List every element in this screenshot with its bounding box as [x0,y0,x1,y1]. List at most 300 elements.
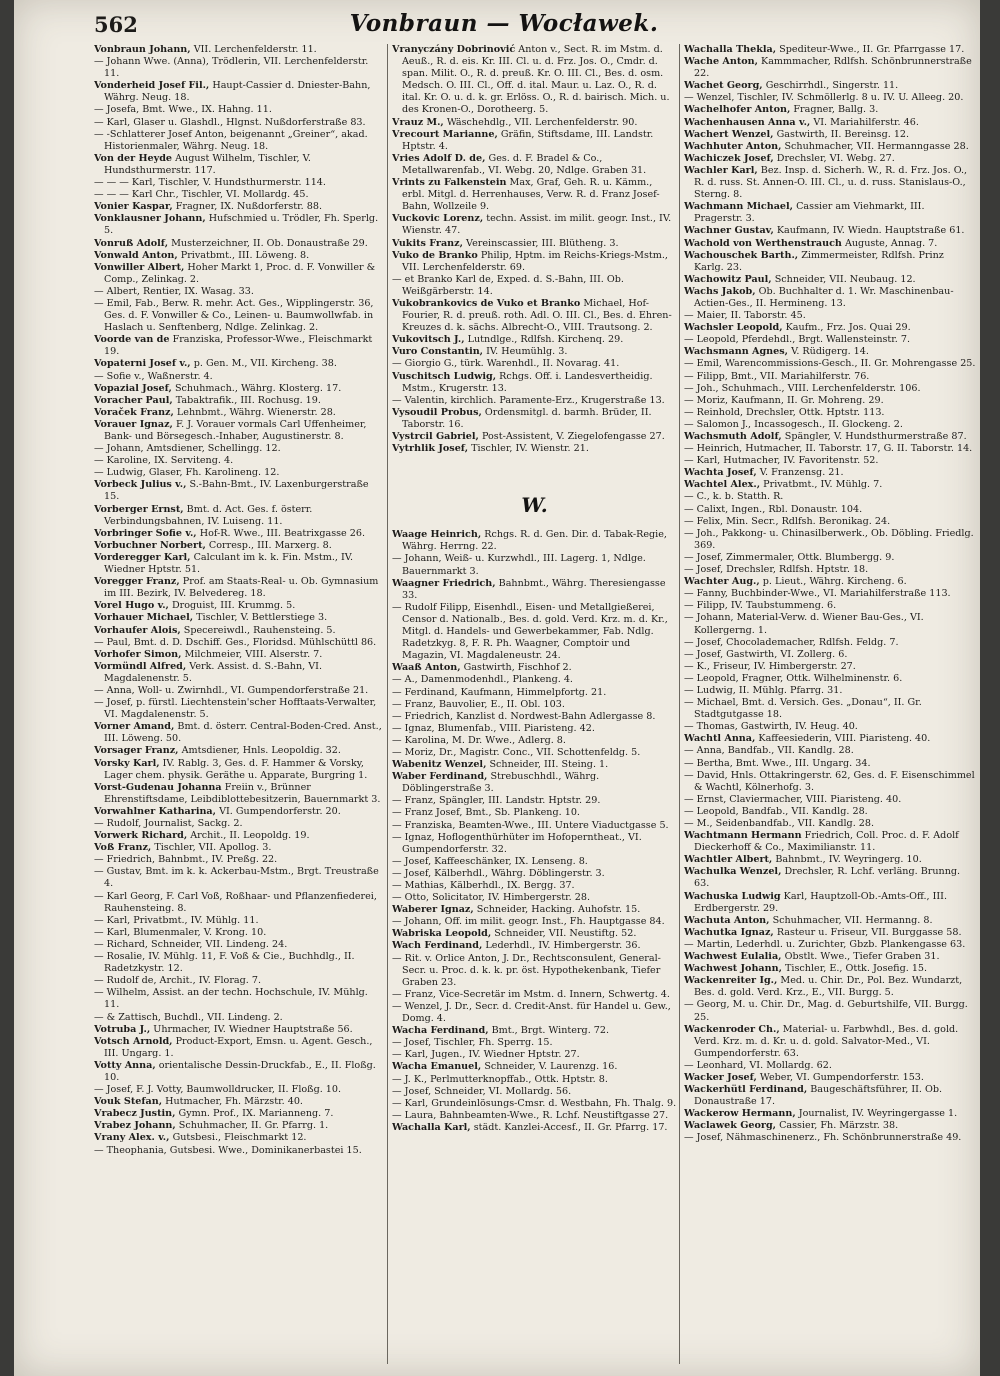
directory-entry [94,1060,384,1084]
entry-text: — Josef, F. J. Votty, Baumwolldrucker, II. Floßg. 10. [94,1084,342,1096]
entry-text: p. Gen. M., VII. Kircheng. 38. [193,358,337,370]
entry-text: Rchgs. Off. i. Landesvertheidig. Mstm., Krugerstr. 13. [402,370,653,394]
entry-headword: Vopazial Josef, [94,382,172,394]
directory-entry [392,250,677,274]
directory-entry [94,334,384,358]
entry-text: p. Lieut., Währg. Kircheng. 6. [762,576,907,588]
entry-text: — Wenzel, J. Dr., Secr. d. Credit-Anst. für Handel u. Gew., Domg. 4. [392,1000,671,1025]
directory-entry [684,927,976,939]
column-1 [94,44,384,1364]
entry-text: Corresp., III. Marxerg. 8. [208,539,332,551]
entry-headword: Wachsmann Agnes, [684,346,789,358]
entry-text: — Joh., Pakkong- u. Chinasilberwerk., Ob. Döbling. Friedlg. 369. [684,527,974,551]
directory-entry [94,927,384,939]
entry-text: — Michael, Bmt. d. Versich. Ges. „Donau“, II. Gr. Stadtgutgasse 18. [684,697,922,721]
entry-text: — Filipp, Bmt., VII. Mariahilferstr. 76. [684,370,870,382]
directory-entry [684,358,976,370]
entry-headword: Wackenroder Ch., [684,1023,780,1035]
entry-text: Schneider, III. Steing. 1. [489,759,609,771]
entry-text: Spediteur-Wwe., II. Gr. Pfarrgasse 17. [779,44,965,55]
column-2 [392,44,677,1364]
directory-entry [684,419,976,431]
directory-entry [392,431,677,443]
entry-text: Obstlt. Wwe., Tiefer Graben 31. [784,951,940,963]
directory-entry [684,649,976,661]
directory-entry [94,721,384,745]
entry-text: — Leopold, Bandfab., VII. Kandlg. 28. [684,805,868,817]
directory-entry [684,697,976,721]
directory-entry [684,1132,976,1144]
entry-text: — Felix, Min. Secr., Rdlfsh. Beronikag. 24. [684,515,891,527]
directory-entry [684,721,976,733]
directory-entry [94,951,384,975]
directory-entry [392,117,677,129]
directory-entry [94,600,384,612]
entry-text: Franziska, Professor-Wwe., Fleischmarkt 19. [104,334,373,358]
directory-entry [94,1036,384,1060]
entry-text: — Franz, Spängler, III. Landstr. Hptstr. 29. [392,795,601,807]
entry-text: Michael, Hof-Fourier, R. d. preuß. roth. Adl. O. III. Cl., Bes. d. Ehren-Kreuzes d. k. sächs. Albrecht-O., VIII. Trautsong. 2. [402,297,672,334]
entry-headword: Voraček Franz, [94,406,174,418]
entry-text: Gutsbesi., Fleischmarkt 12. [172,1132,307,1144]
entry-headword: Vrints zu Falkenstein [392,177,507,189]
directory-entry [94,891,384,915]
entry-headword: Wachouschek Barth., [684,249,799,261]
entry-text: orientalische Dessin-Druckfab., E., II. Floßg. 10. [104,1059,376,1083]
entry-headword: Wachwest Eulalia, [684,951,782,963]
directory-entry [392,443,677,455]
entry-headword: Vorberger Ernst, [94,503,184,515]
directory-entry [684,44,976,56]
directory-entry [684,92,976,104]
directory-entry [684,1120,976,1132]
entry-text: Bmt. d. österr. Central-Boden-Cred. Anst., III. Löweng. 50. [104,721,382,745]
directory-entry [94,649,384,661]
entry-headword: Vorbringer Sofie v., [94,527,197,539]
entry-text: V. Franzensg. 21. [759,467,844,479]
entry-headword: Wachs Jakob, [684,285,756,297]
entry-text: Ob. Buchhalter d. 1. Wr. Maschinenbau-Actien-Ges., II. Hermineng. 13. [694,285,954,309]
directory-entry [94,612,384,624]
entry-headword: Vysoudil Probus, [392,406,482,418]
entry-text: — Ernst, Claviermacher, VIII. Piaristeng. 40. [684,793,902,805]
entry-text: — K., Friseur, IV. Himbergerstr. 27. [684,660,856,672]
directory-entry [392,1098,677,1110]
directory-entry [392,699,677,711]
directory-entry [684,117,976,129]
directory-entry [392,578,677,602]
entry-text: Milchmeier, VIII. Alserstr. 7. [184,648,323,660]
entry-text: — Valentin, kirchlich. Paramente-Erz., Krugerstraße 13. [392,394,665,406]
entry-text: Bmt., Brgt. Winterg. 72. [491,1025,610,1037]
entry-text: — Josef, p. fürstl. Liechtenstein'scher Hofftaats-Verwalter, VI. Magdalenenstr. 5. [94,697,377,721]
entry-text: — Ferdinand, Kaufmann, Himmelpfortg. 21. [392,686,607,698]
directory-entry [392,807,677,819]
directory-entry [392,529,677,553]
entry-text: Geschirrhdl., Singerstr. 11. [765,80,899,92]
directory-entry [94,782,384,806]
entry-text: — Maier, II. Taborstr. 45. [684,310,806,322]
entry-text: — Mathias, Kälberhdl., IX. Bergg. 37. [392,880,575,891]
entry-text: Weber, VI. Gumpendorferstr. 153. [759,1071,924,1083]
directory-entry [684,999,976,1023]
directory-entry [684,854,976,866]
entry-text: — Laura, Bahnbeamten-Wwe., R. Lchf. Neustiftgasse 27. [392,1109,669,1121]
directory-entry [94,419,384,443]
directory-entry [684,588,976,600]
entry-headword: Vries Adolf D. de, [392,152,486,164]
directory-entry [392,213,677,237]
page-header [14,10,980,44]
entry-text: — C., k. b. Statth. R. [684,491,784,503]
entry-headword: Von der Heyde [94,152,173,164]
directory-entry [684,758,976,770]
entry-text: Hufschmied u. Trödler, Fh. Sperlg. 5. [104,213,379,237]
entry-text: — et Branko Karl de, Exped. d. S.-Bahn, III. Ob. Weißgärberstr. 14. [392,273,624,297]
directory-entry [94,358,384,370]
entry-text: Material- u. Farbwhdl., Bes. d. gold. Verd. Krz. m. d. Kr. u. d. gold. Salvator-Med., VI. Gumpendorferstr. 63. [694,1023,959,1059]
entry-text: Schneider, VII. Neubaug. 12. [774,273,916,285]
entry-text: Drechsler, VI. Webg. 27. [776,152,895,164]
entry-text: — Josef, Kaffeeschänker, IX. Lenseng. 8. [392,855,588,867]
directory-entry [392,553,677,577]
directory-entry [392,371,677,395]
column-3 [684,44,976,1364]
directory-entry [684,612,976,636]
entry-text: Rasteur u. Friseur, VII. Burggasse 58. [776,926,962,938]
entry-text: — Karl, Jugen., IV. Wiedner Hptstr. 27. [392,1049,580,1061]
directory-entry [94,637,384,649]
directory-entry [392,395,677,407]
entry-text: Friedrich, Coll. Proc. d. F. Adolf Dieckerhoff & Co., Maximilianstr. 11. [694,830,959,854]
directory-entry [392,1001,677,1025]
entry-headword: Vonklausner Johann, [94,213,206,225]
entry-headword: Vrabecz Justin, [94,1108,176,1120]
directory-entry [392,129,677,153]
entry-text: — & Zattisch, Buchdl., VII. Lindeng. 2. [94,1011,283,1023]
directory-entry [684,80,976,92]
entry-text: — Paul, Bmt. d. D. Dschiff. Ges., Floridsd. Mühlschüttl 86. [94,636,377,648]
entry-text: — Ludwig, Glaser, Fh. Karolineng. 12. [94,467,280,479]
entry-text: — Emil, Fab., Berw. R. mehr. Act. Ges., Wipplingerstr. 36, Ges. d. F. Vonwiller & Co., Leinen- u. Baumwollwfab. in Haslach u. Senftenberg, Ndlge. Zelinkag. 2. [94,297,374,334]
entry-text: Haupt-Cassier d. Dniester-Bahn, Währg. Neug. 18. [104,80,371,104]
entry-text: — Sofie v., Waßnerstr. 4. [94,370,213,382]
directory-entry [392,1049,677,1061]
directory-entry [684,310,976,322]
directory-entry [684,830,976,854]
directory-entry [684,661,976,673]
entry-text: Bez. Insp. d. Sicherh. W., R. d. Frz. Jos. O., R. d. russ. St. Annen-O. III. Cl., u. d. russ. Stanislaus-O., Sterng. 8. [694,164,968,201]
entry-headword: Wachulka Wenzel, [684,866,782,878]
entry-headword: Vonwiller Albert, [94,261,185,273]
directory-entry [684,479,976,491]
entry-text: Calculant im k. k. Fin. Mstm., IV. Wiedner Hptstr. 51. [104,551,354,576]
entry-headword: Wachner Gustav, [684,225,774,237]
entry-headword: Vukovitsch J., [392,334,465,346]
entry-text: — Fanny, Buchbinder-Wwe., VI. Mariahilferstraße 113. [684,588,951,600]
entry-text: — Friedrich, Bahnbmt., IV. Preßg. 22. [94,854,278,866]
entry-text: Gräfin, Stiftsdame, III. Landstr. Hptstr. 4. [402,128,654,152]
entry-text: Lutndlge., Rdlfsh. Kirchenq. 29. [467,334,624,346]
directory-entry [392,904,677,916]
entry-text: VI. Mariahilferstr. 46. [813,116,919,128]
directory-entry [94,576,384,600]
entry-text: — Josef, Tischler, Fh. Sperrg. 15. [392,1037,553,1049]
directory-entry [392,771,677,795]
entry-text: — Johann, Weiß- u. Kurzwhdl., III. Lagerg. 1, Ndlge. Bauernmarkt 3. [392,553,646,577]
entry-headword: Wachold von Werthenstrauch [684,237,842,249]
entry-text: Kammmacher, Rdlfsh. Schönbrunnerstraße 22. [694,56,972,80]
entry-text: techn. Assist. im milit. geogr. Inst., IV. Wienstr. 47. [402,213,672,237]
entry-text: — Friedrich, Kanzlist d. Nordwest-Bahn Adlergasse 8. [392,710,656,722]
directory-entry [94,298,384,334]
entry-text: — -Schlatterer Josef Anton, beigenannt „Greiner“, akad. Historienmaler, Währg. Neug. 18. [94,128,368,152]
directory-entry [392,747,677,759]
entry-headword: Vorhaufer Alois, [94,624,181,636]
entry-text: — Calixt, Ingen., Rbl. Donaustr. 104. [684,503,863,515]
directory-entry [94,745,384,757]
directory-entry [94,262,384,286]
directory-entry [392,989,677,1001]
directory-entry [94,915,384,927]
entry-text: — David, Hnls. Ottakringerstr. 62, Ges. d. F. Eisenschimmel & Wachtl, Kölnerhofg. 3. [684,769,975,793]
entry-text: Musterzeichner, II. Ob. Donaustraße 29. [171,237,368,249]
directory-entry [94,395,384,407]
directory-entry [94,213,384,237]
entry-text: — Moriz, Dr., Magistr. Conc., VII. Schottenfeldg. 5. [392,746,641,758]
directory-page [14,0,980,1376]
entry-text: — Karl, Grundeinlösungs-Cmsr. d. Westbahn, Fh. Thalg. 9. [392,1097,677,1109]
entry-text: — Martin, Lederhdl. u. Zurichter, Gbzb. Plankengasse 63. [684,938,966,950]
entry-text: Med. u. Chir. Dr., Pol. Bez. Wundarzt, Bes. d. gold. Verd. Krz., E., VII. Burgg. 5. [694,975,963,999]
directory-entry [684,371,976,383]
entry-text: Drechsler, R. Lchf. verläng. Brunng. 63. [694,866,961,890]
entry-text: Rchgs. R. d. Gen. Dir. d. Tabak-Regie, Währg. Herrng. 22. [402,529,667,553]
entry-text: — Johann Wwe. (Anna), Trödlerin, VII. Lerchenfelderstr. 11. [94,56,369,80]
directory-entry [94,250,384,262]
entry-text: Cassier am Viehmarkt, III. Pragerstr. 3. [694,201,925,225]
entry-text: — Ignaz, Blumenfab., VIII. Piaristeng. 42. [392,722,595,734]
directory-entry [392,723,677,735]
directory-entry [94,1108,384,1120]
directory-entry [94,177,384,189]
entry-headword: Wacha Emanuel, [392,1061,482,1073]
directory-entry [392,868,677,880]
directory-entry [94,44,384,56]
entry-text: Schuhmacher, VII. Hermanng. 8. [772,914,933,926]
directory-entry [684,165,976,201]
entry-text: — Reinhold, Drechsler, Ottk. Hptstr. 113. [684,406,885,418]
entry-text: — J. K., Perlmutterknopffab., Ottk. Hptstr. 8. [392,1073,608,1085]
directory-entry [392,953,677,989]
directory-entry [684,975,976,999]
entry-text: Lederhdl., IV. Himbergerstr. 36. [485,940,641,952]
entry-text: — Giorgio G., türk. Warenhdl., II. Novarag. 41. [392,358,620,370]
entry-text: — Josef, Zimmermaler, Ottk. Blumbergg. 9. [684,551,895,563]
entry-text: — Josefa, Bmt. Wwe., IX. Hahng. 11. [94,104,272,116]
entry-text: — Johann, Amtsdiener, Schellingg. 12. [94,443,281,455]
entry-text: — Anna, Woll- u. Zwirnhdl., VI. Gumpendorferstraße 21. [94,684,369,696]
entry-text: Baugeschäftsführer, II. Ob. Donaustraße 17. [694,1084,943,1108]
directory-entry [684,467,976,479]
entry-text: Bmt. d. Act. Ges. f. österr. Verbindungsbahnen, IV. Luiseng. 11. [104,503,313,527]
directory-entry [392,1122,677,1134]
entry-text: Tischler, IV. Wienstr. 21. [471,443,589,455]
directory-entry [94,201,384,213]
directory-entry [684,395,976,407]
entry-text: — Wilhelm, Assist. an der techn. Hochschule, IV. Mühlg. 11. [94,987,368,1011]
entry-headword: Vonderheid Josef Fil., [94,80,210,92]
directory-entry [684,637,976,649]
entry-text: — Filipp, IV. Taubstummeng. 6. [684,600,837,612]
directory-entry [94,1096,384,1108]
entry-text: Privatbmt., IV. Mühlg. 7. [763,479,883,491]
directory-entry [684,915,976,927]
directory-entry [392,153,677,177]
directory-entry [94,866,384,890]
directory-entry [392,940,677,952]
entry-headword: Wackerhütl Ferdinand, [684,1084,808,1096]
entry-headword: Vorbeck Julius v., [94,479,187,491]
page-number: 562 [94,12,138,37]
directory-entry [94,818,384,830]
entry-text: — Albert, Rentier, IX. Wasag. 33. [94,285,254,297]
entry-text: — — — Karl Chr., Tischler, VI. Mollardg. 45. [94,189,309,201]
directory-entry [392,832,677,856]
directory-entry [94,189,384,201]
entry-headword: Wacker Josef, [684,1071,757,1083]
entry-headword: Vytrhlik Josef, [392,443,469,455]
entry-text: — A., Damenmodenhdl., Plankeng. 4. [392,674,573,686]
entry-headword: Vuro Constantin, [392,346,484,358]
entry-headword: Waber Ferdinand, [392,771,488,783]
directory-entry [94,830,384,842]
directory-entry [684,286,976,310]
entry-text: — Franz Josef, Bmt., Sb. Plankeng. 10. [392,807,580,819]
entry-text: — Josef, Gastwirth, VI. Zollerg. 6. [684,648,848,660]
entry-text: Droguist, III. Krummg. 5. [171,600,296,612]
entry-text: städt. Kanzlei-Accesf., II. Gr. Pfarrg. 17. [473,1121,668,1133]
entry-text: Amtsdiener, Hnls. Leopoldig. 32. [181,745,341,757]
directory-entry [392,346,677,358]
entry-headword: Vorsager Franz, [94,745,179,757]
running-head: Vonbraun — Wocławek. [349,10,659,37]
entry-text: F. J. Vorauer vormals Carl Uffenheimer, Bank- und Börsegesch.-Inhaber, Augustinerstr. 8. [104,418,367,442]
entry-text: Gymn. Prof., IX. Marianneng. 7. [178,1108,334,1120]
entry-headword: Vonbraun Johann, [94,44,191,55]
directory-entry [392,1110,677,1122]
entry-headword: Vukobrankovics de Vuko et Branko [392,297,581,309]
entry-text: Schuhmacher, VII. Hermanngasse 28. [784,140,969,152]
directory-entry [684,322,976,334]
directory-entry [392,892,677,904]
entry-headword: Wachiczek Josef, [684,152,774,164]
entry-text: — Richard, Schneider, VII. Lindeng. 24. [94,938,288,950]
entry-headword: Wachter Aug., [684,576,760,588]
directory-entry [684,56,976,80]
entry-text: — M., Seidenbandfab., VII. Kandlg. 28. [684,818,875,829]
directory-entry [392,1037,677,1049]
entry-text: — Franz, Vice-Secretär im Mstm. d. Innern, Schwertg. 4. [392,988,670,1000]
entry-text: — Emil, Warencommissions-Gesch., II. Gr. Mohrengasse 25. [684,358,976,370]
directory-entry [94,806,384,818]
directory-entry [392,334,677,346]
entry-text: Philip, Hptm. im Reichs-Kriegs-Mstm., VII. Lerchenfelderstr. 69. [402,249,668,273]
entry-headword: Vouk Stefan, [94,1096,163,1108]
entry-text: — Rosalie, IV. Mühlg. 11, F. Voß & Cie., Buchhdlg., II. Radetzkystr. 12. [94,951,355,975]
directory-entry [392,1074,677,1086]
directory-entry [94,371,384,383]
entry-text: VII. Lerchenfelderstr. 11. [193,44,317,55]
entry-headword: Waagner Friedrich, [392,577,496,589]
entry-text: Wäschehdlg., VII. Lerchenfelderstr. 90. [446,116,638,128]
entry-headword: Wachtel Alex., [684,479,761,491]
entry-text: IV. Rablg. 3, Ges. d. F. Hammer & Vorsky, Lager chem. physik. Geräthe u. Apparate, Burgring 1. [104,757,368,781]
entry-text: Privatbmt., III. Löweng. 8. [180,249,310,261]
entry-text: IV. Heumühlg. 3. [486,346,568,358]
entry-headword: Vorsky Karl, [94,757,160,769]
entry-headword: Vrauz M., [392,116,444,128]
directory-entry [94,129,384,153]
entry-text: S.-Bahn-Bmt., IV. Laxenburgerstraße 15. [104,479,369,503]
entry-headword: Vrecourt Marianne, [392,128,498,140]
directory-entry [392,1086,677,1098]
entry-headword: Wachsmuth Adolf, [684,431,782,442]
entry-text: Kaufmann, IV. Wiedn. Hauptstraße 61. [776,225,965,237]
entry-text: Karl, Hauptzoll-Ob.-Amts-Off., III. Erdbergerstr. 29. [694,890,948,914]
entry-text: Tischler, E., Ottk. Josefig. 15. [785,963,928,975]
directory-entry [94,383,384,395]
entry-text: Tischler, V. Bettlerstiege 3. [196,612,328,624]
directory-entry [684,274,976,286]
entry-text: Max, Graf, Geh. R. u. Kämm., erbl. Mitgl. d. Herrenhauses, Verw. R. d. Franz Josef-Bahn, Wollzeile 9. [402,177,660,213]
entry-text: Vereinscassier, III. Blütheng. 3. [466,237,619,249]
entry-text: Strebuschhdl., Währg. Döblingerstraße 3. [402,771,600,795]
directory-entry [94,467,384,479]
entry-text: Tischler, VII. Apollog. 3. [154,842,272,854]
entry-text: Product-Export, Emsn. u. Agent. Gesch., III. Ungarg. 1. [104,1035,373,1059]
directory-entry [94,80,384,104]
directory-entry [684,516,976,528]
entry-text: — Moriz, Kaufmann, II. Gr. Mohreng. 29. [684,394,884,406]
directory-entry [94,286,384,298]
entry-headword: Vorel Hugo v., [94,600,169,612]
directory-entry [392,916,677,928]
entry-text: Fragner, Ballg. 3. [793,104,879,116]
entry-headword: Vorwerk Richard, [94,830,188,842]
entry-headword: Vorst-Gudenau Johanna [94,781,222,793]
entry-text: — — — Karl, Tischler, V. Hundsthurmerstr. 114. [94,177,326,189]
directory-entry [94,697,384,721]
directory-entry [94,104,384,116]
directory-entry [684,201,976,225]
directory-entry [392,177,677,213]
entry-headword: Wachhuter Anton, [684,140,782,152]
directory-entry [684,685,976,697]
directory-entry [684,504,976,516]
entry-headword: Vorbuchner Norbert, [94,539,206,551]
entry-headword: Wachet Georg, [684,80,763,92]
entry-headword: Voregger Franz, [94,576,180,588]
directory-entry [684,443,976,455]
entry-text: Schuhmacher, II. Gr. Pfarrg. 1. [178,1120,329,1132]
entry-headword: Vormündl Alfred, [94,660,187,672]
directory-entry [94,443,384,455]
entry-text: — Josef, Chocolademacher, Rdlfsh. Feldg. 7. [684,636,899,648]
directory-entry [684,491,976,503]
entry-headword: Vorderegger Karl, [94,551,191,563]
entry-text: — Anna, Bandfab., VII. Kandlg. 28. [684,745,854,757]
